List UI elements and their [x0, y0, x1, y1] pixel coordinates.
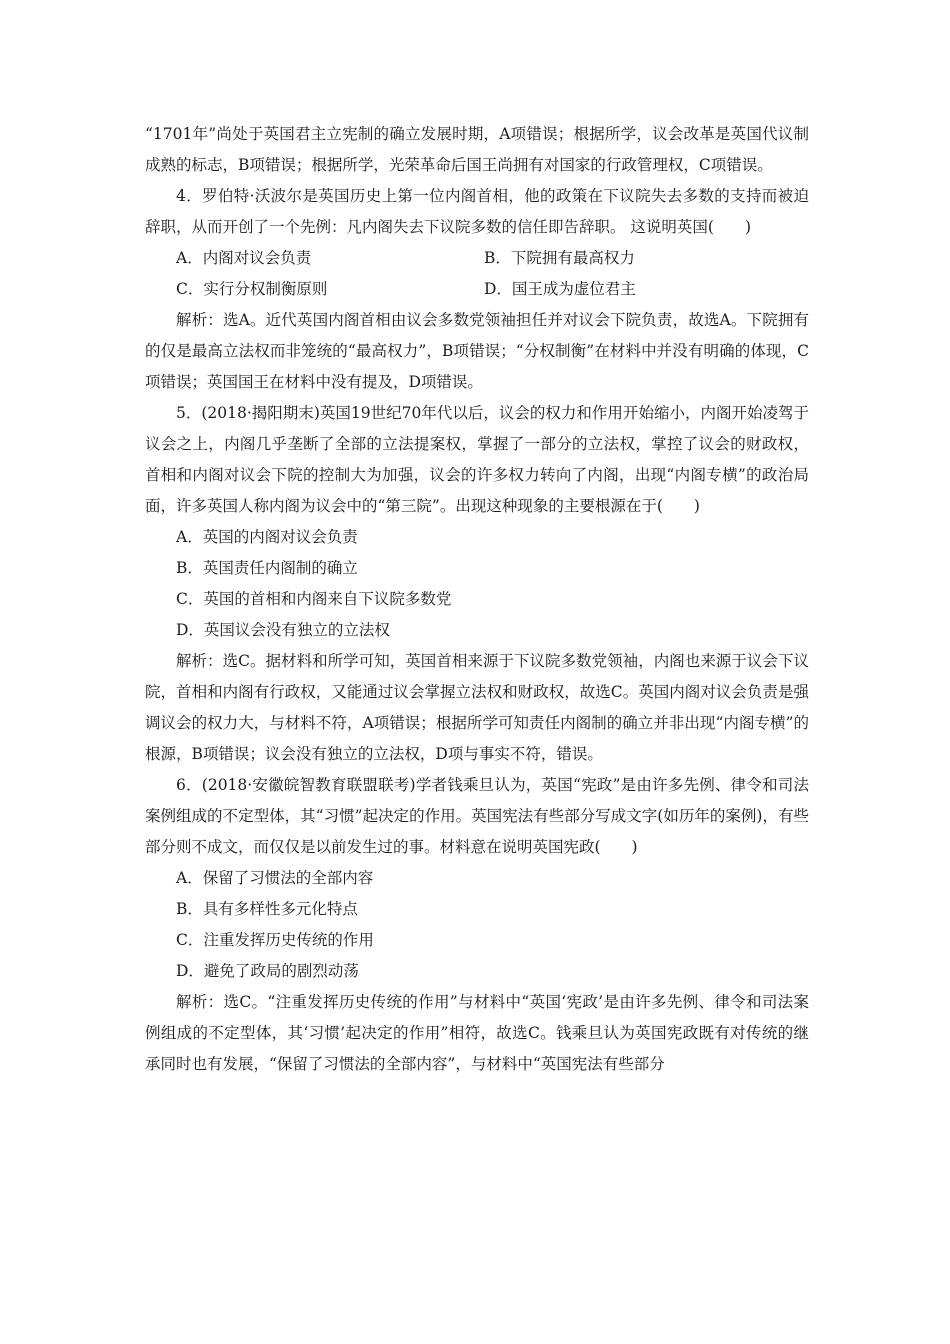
q5-analysis: 解析：选C。据材料和所学可知，英国首相来源于下议院多数党领袖，内阁也来源于议会下议院，首相和内阁有行政权，又能通过议会掌握立法权和财政权，故选C。英国内阁对议会负责是强调议会的权力大，与材料不符，A项错误；根据所学可知责任内阁制的确立并非出现“内阁专横”的根源，B项错误；议会没有独立的立法权，D项与事实不符，错误。 — [145, 652, 809, 763]
q4-option-b: B．下院拥有最高权力 — [484, 249, 635, 267]
q4-stem: 4．罗伯特·沃波尔是英国历史上第一位内阁首相，他的政策在下议院失去多数的支持而被迫辞职，从而开创了一个先例：凡内阁失去下议院多数的信任即告辞职。 这说明英国( ) — [145, 187, 809, 236]
q4-option-d: D．国王成为虚位君主 — [484, 280, 636, 298]
q5-option-a: A．英国的内阁对议会负责 — [176, 528, 358, 546]
q5-option-c: C．英国的首相和内阁来自下议院多数党 — [176, 590, 452, 608]
q6-option-d: D．避免了政局的剧烈动荡 — [176, 962, 359, 980]
q3-analysis-continuation: “1701年”尚处于英国君主立宪制的确立发展时期，A项错误；根据所学，议会改革是英国代议制成熟的标志，B项错误；根据所学，光荣革命后国王尚拥有对国家的行政管理权，C项错误。 — [145, 125, 809, 174]
q6-option-b: B．具有多样性多元化特点 — [176, 900, 358, 918]
q4-options-row-2 — [145, 274, 809, 305]
q6-stem: 6．(2018·安徽皖智教育联盟联考)学者钱乘旦认为，英国“宪政”是由许多先例、律令和司法案例组成的不定型体，其“习惯”起决定的作用。英国宪法有些部分写成文字(如历年的案例)，有些部分则不成文，而仅仅是以前发生过的事。材料意在说明英国宪政( ) — [145, 776, 809, 856]
q4-option-c: C．实行分权制衡原则 — [176, 280, 328, 298]
q4-option-a: A．内阁对议会负责 — [176, 249, 312, 267]
q6-option-c: C．注重发挥历史传统的作用 — [176, 931, 374, 949]
q5-stem: 5．(2018·揭阳期末)英国19世纪70年代以后，议会的权力和作用开始缩小，内阁开始凌驾于议会之上，内阁几乎垄断了全部的立法提案权，掌握了一部分的立法权，掌控了议会的财政权，首相和内阁对议会下院的控制大为加强，议会的许多权力转向了内阁，出现“内阁专横”的政治局面，许多英国人称内阁为议会中的“第三院”。出现这种现象的主要根源在于( ) — [145, 404, 809, 515]
q6-option-a: A．保留了习惯法的全部内容 — [176, 869, 374, 887]
q4-analysis: 解析：选A。近代英国内阁首相由议会多数党领袖担任并对议会下院负责，故选A。下院拥有的仅是最高立法权而非笼统的“最高权力”，B项错误；“分权制衡”在材料中并没有明确的体现，C项错误；英国国王在材料中没有提及，D项错误。 — [145, 311, 809, 391]
q5-option-d: D．英国议会没有独立的立法权 — [176, 621, 390, 639]
q4-options-row-1 — [145, 243, 809, 274]
document-page — [145, 119, 809, 1080]
q6-analysis: 解析：选C。“注重发挥历史传统的作用”与材料中“英国‘宪政’是由许多先例、律令和司法案例组成的不定型体，其‘习惯’起决定的作用”相符，故选C。钱乘旦认为英国宪政既有对传统的继承同时也有发展，“保留了习惯法的全部内容”，与材料中“英国宪法有些部分 — [145, 993, 809, 1073]
q5-option-b: B．英国责任内阁制的确立 — [176, 559, 358, 577]
